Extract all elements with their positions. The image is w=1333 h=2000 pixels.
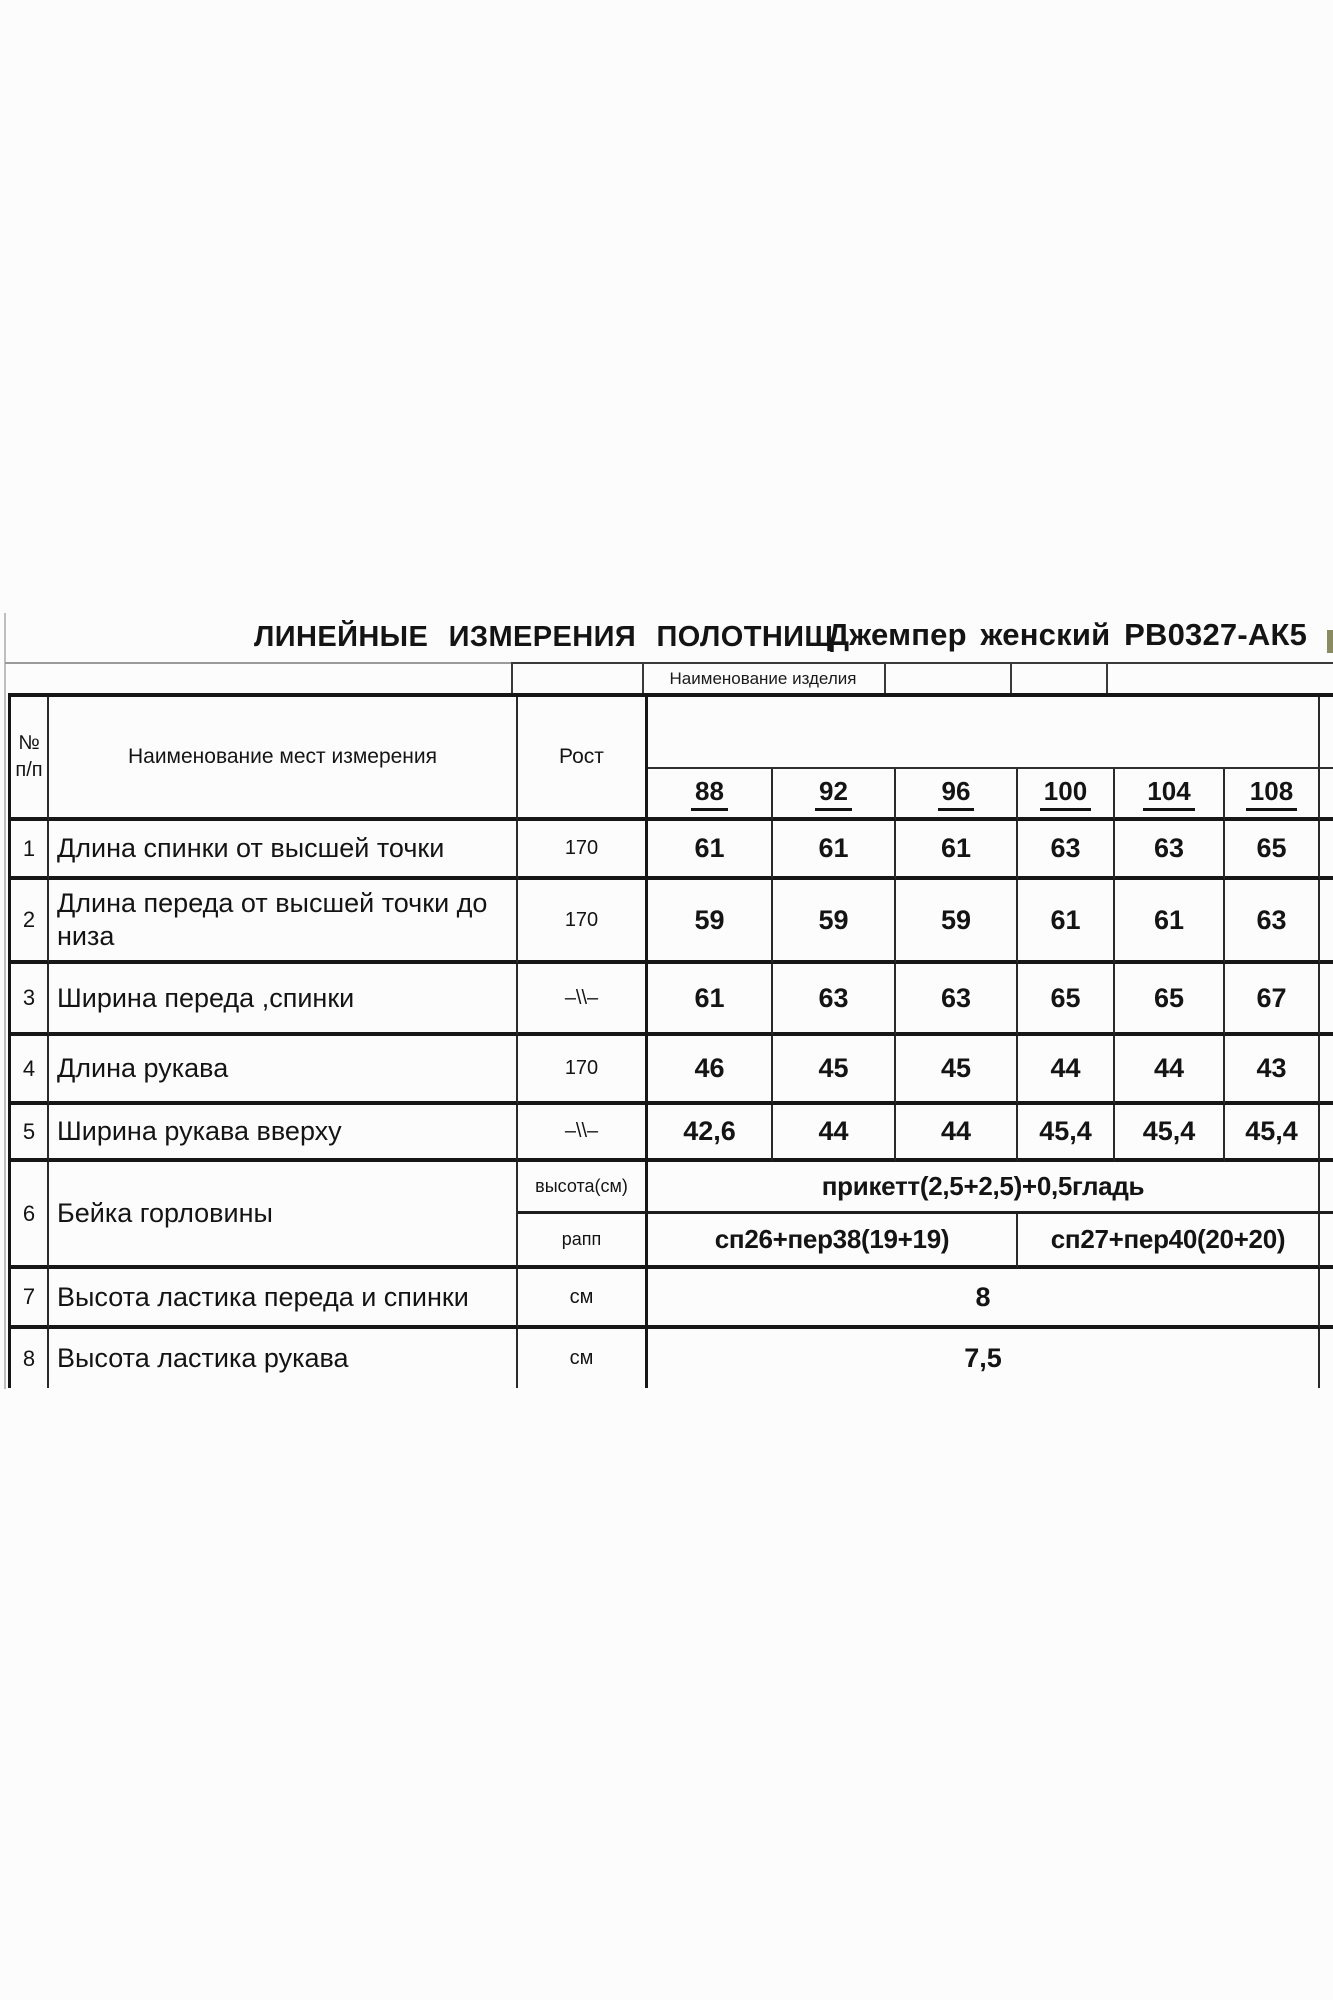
row6-sub2-value-right: сп27+пер40(20+20) [1018, 1214, 1320, 1269]
row8-value: 7,5 [648, 1329, 1320, 1388]
header-num-line2: п/п [15, 759, 43, 781]
header-size-108: 108 [1225, 769, 1320, 821]
cell-value: 65 [1225, 821, 1320, 880]
row-label: Длина спинки от высшей точки [49, 821, 518, 880]
strip-divider [1010, 664, 1012, 693]
cell-value: 59 [896, 880, 1018, 964]
cell-value: 46 [648, 1036, 773, 1105]
header-size-96: 96 [896, 769, 1018, 821]
row-num: 4 [11, 1036, 49, 1105]
cell-value: 44 [1018, 1036, 1115, 1105]
product-title: Джемпер женский РВ0327-АК5 [827, 617, 1308, 652]
row-label: Высота ластика переда и спинки [49, 1269, 518, 1329]
edge-filler [1320, 1036, 1333, 1105]
row6-sub2-label: рапп [518, 1214, 648, 1269]
cell-value: 42,6 [648, 1105, 773, 1162]
row-num: 6 [11, 1162, 49, 1269]
row-rost: 170 [518, 1036, 648, 1105]
cell-value: 63 [1225, 880, 1320, 964]
row-label: Длина переда от высшей точки до низа [49, 880, 518, 964]
cell-value: 63 [773, 964, 896, 1036]
row-label: Бейка горловины [49, 1162, 518, 1269]
cell-value: 44 [1115, 1036, 1225, 1105]
row-num: 5 [11, 1105, 49, 1162]
edge-filler [1320, 697, 1333, 769]
cell-value: 59 [773, 880, 896, 964]
left-gridline [4, 613, 6, 1389]
row-label: Ширина рукава вверху [49, 1105, 518, 1162]
header-size-92: 92 [773, 769, 896, 821]
cell-value: 61 [648, 821, 773, 880]
product-name-strip [511, 662, 1333, 693]
strip-divider [1106, 664, 1108, 693]
edge-filler [1320, 880, 1333, 964]
edge-filler [1320, 1105, 1333, 1162]
cell-value: 45 [896, 1036, 1018, 1105]
row-rost: –\\– [518, 964, 648, 1036]
strip-gridline-extension [5, 662, 511, 664]
cell-value: 44 [773, 1105, 896, 1162]
header-num-line1: № [18, 732, 40, 754]
row-num: 3 [11, 964, 49, 1036]
header-size-100: 100 [1018, 769, 1115, 821]
cell-value: 63 [896, 964, 1018, 1036]
row-rost: –\\– [518, 1105, 648, 1162]
cutoff-glyph-fragment [1327, 630, 1333, 653]
row-label: Высота ластика рукава [49, 1329, 518, 1388]
cell-value: 45,4 [1115, 1105, 1225, 1162]
cell-value: 61 [773, 821, 896, 880]
cell-value: 63 [1018, 821, 1115, 880]
edge-filler [1320, 1329, 1333, 1388]
header-size-88: 88 [648, 769, 773, 821]
cell-value: 61 [1115, 880, 1225, 964]
row-unit: см [518, 1269, 648, 1329]
cell-value: 61 [1018, 880, 1115, 964]
row7-value: 8 [648, 1269, 1320, 1329]
cell-value: 45 [773, 1036, 896, 1105]
cell-value: 44 [896, 1105, 1018, 1162]
row6-sub1-label: высота(см) [518, 1162, 648, 1214]
row-rost: 170 [518, 880, 648, 964]
edge-filler [1320, 1269, 1333, 1329]
header-name: Наименование мест измерения [49, 697, 518, 821]
row-label: Ширина переда ,спинки [49, 964, 518, 1036]
edge-filler [1320, 1214, 1333, 1269]
row6-sub1-value: прикетт(2,5+2,5)+0,5гладь [648, 1162, 1320, 1214]
measurements-table [8, 693, 1333, 1388]
cell-value: 63 [1115, 821, 1225, 880]
cell-value: 45,4 [1018, 1105, 1115, 1162]
header-sizes-spacer [648, 697, 1320, 769]
header-size-104: 104 [1115, 769, 1225, 821]
cell-value: 61 [896, 821, 1018, 880]
row-unit: см [518, 1329, 648, 1388]
row-num: 7 [11, 1269, 49, 1329]
row-num: 1 [11, 821, 49, 880]
edge-filler [1320, 1162, 1333, 1214]
page-title: ЛИНЕЙНЫЕ ИЗМЕРЕНИЯ ПОЛОТНИЩ [254, 621, 835, 653]
row-num: 8 [11, 1329, 49, 1388]
row-rost: 170 [518, 821, 648, 880]
cell-value: 45,4 [1225, 1105, 1320, 1162]
edge-filler [1320, 821, 1333, 880]
cell-value: 65 [1115, 964, 1225, 1036]
cell-value: 65 [1018, 964, 1115, 1036]
cell-value: 61 [648, 964, 773, 1036]
header-rost: Рост [518, 697, 648, 821]
edge-filler [1320, 769, 1333, 821]
cell-value: 67 [1225, 964, 1320, 1036]
header-num [11, 697, 49, 821]
cell-value: 43 [1225, 1036, 1320, 1105]
strip-label: Наименование изделия [669, 669, 857, 688]
strip-divider [511, 664, 513, 693]
edge-filler [1320, 964, 1333, 1036]
row-num: 2 [11, 880, 49, 964]
strip-divider [884, 664, 886, 693]
row6-sub2-value-left: сп26+пер38(19+19) [648, 1214, 1018, 1269]
row-label: Длина рукава [49, 1036, 518, 1105]
cell-value: 59 [648, 880, 773, 964]
